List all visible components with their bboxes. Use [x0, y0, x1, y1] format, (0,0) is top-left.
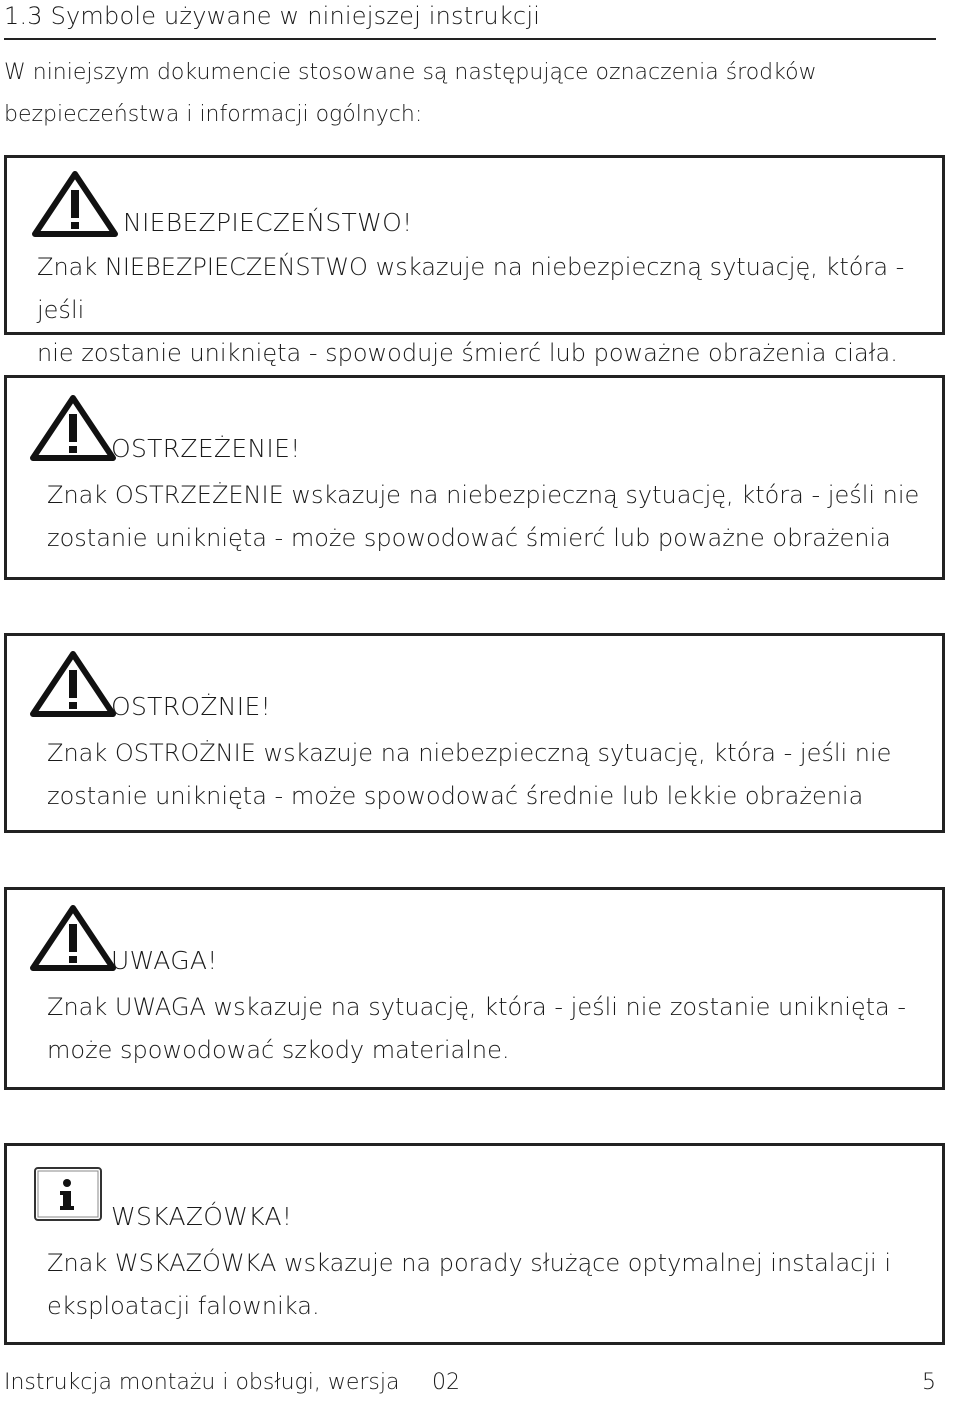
- notice-label: UWAGA!: [111, 946, 218, 975]
- caution-label: OSTROŻNIE!: [111, 692, 271, 721]
- hint-text-line-2: eksploatacji falownika.: [47, 1292, 320, 1320]
- danger-notice-box: [4, 155, 945, 367]
- warning-triangle-icon: [29, 904, 117, 972]
- info-icon: [33, 1166, 105, 1224]
- hint-label: WSKAZÓWKA!: [111, 1202, 293, 1231]
- danger-label: NIEBEZPIECZEŃSTWO!: [123, 208, 413, 237]
- warning-text-line-1: Znak OSTRZEŻENIE wskazuje na niebezpieczną sytuację, która - jeśli nie: [47, 481, 920, 509]
- intro-paragraph: [4, 52, 904, 136]
- page-footer: [4, 1366, 936, 1400]
- danger-text-line-2: nie zostanie uniknięta - spowoduje śmierć lub poważne obrażenia ciała.: [37, 339, 898, 367]
- warning-text: [47, 474, 947, 560]
- warning-label: OSTRZEŻENIE!: [111, 434, 301, 463]
- notice-text-line-1: Znak UWAGA wskazuje na sytuację, która - jeśli nie zostanie uniknięta -: [47, 993, 907, 1021]
- warning-triangle-icon: [29, 650, 117, 718]
- hint-notice-box: [4, 1143, 945, 1345]
- warning-triangle-icon: [31, 170, 119, 238]
- warning-triangle-icon: [29, 394, 117, 462]
- footer-page-number: 5: [922, 1370, 936, 1395]
- warning-notice-box: [4, 375, 945, 580]
- hint-text-line-1: Znak WSKAZÓWKA wskazuje na porady służące optymalnej instalacji i: [47, 1249, 891, 1277]
- footer-document-title: Instrukcja montażu i obsługi, wersja: [4, 1370, 400, 1395]
- footer-version: 02: [432, 1370, 460, 1395]
- hint-text: [47, 1242, 947, 1328]
- caution-text: [47, 732, 947, 818]
- danger-text: [37, 246, 937, 375]
- caution-notice-box: [4, 633, 945, 833]
- intro-line-1: W niniejszym dokumencie stosowane są następujące oznaczenia środków: [4, 60, 817, 85]
- caution-text-line-2: zostanie uniknięta - może spowodować średnie lub lekkie obrażenia: [47, 782, 864, 810]
- danger-text-line-1: Znak NIEBEZPIECZEŃSTWO wskazuje na niebezpieczną sytuację, która - jeśli: [37, 253, 905, 324]
- notice-text: [47, 986, 947, 1072]
- notice-text-line-2: może spowodować szkody materialne.: [47, 1036, 510, 1064]
- caution-text-line-1: Znak OSTROŻNIE wskazuje na niebezpieczną sytuację, która - jeśli nie: [47, 739, 892, 767]
- warning-text-line-2: zostanie uniknięta - może spowodować śmierć lub poważne obrażenia: [47, 524, 891, 552]
- notice-notice-box: [4, 887, 945, 1090]
- intro-line-2: bezpieczeństwa i informacji ogólnych:: [4, 102, 423, 127]
- section-heading: 1.3 Symbole używane w niniejszej instrukcji: [4, 0, 936, 40]
